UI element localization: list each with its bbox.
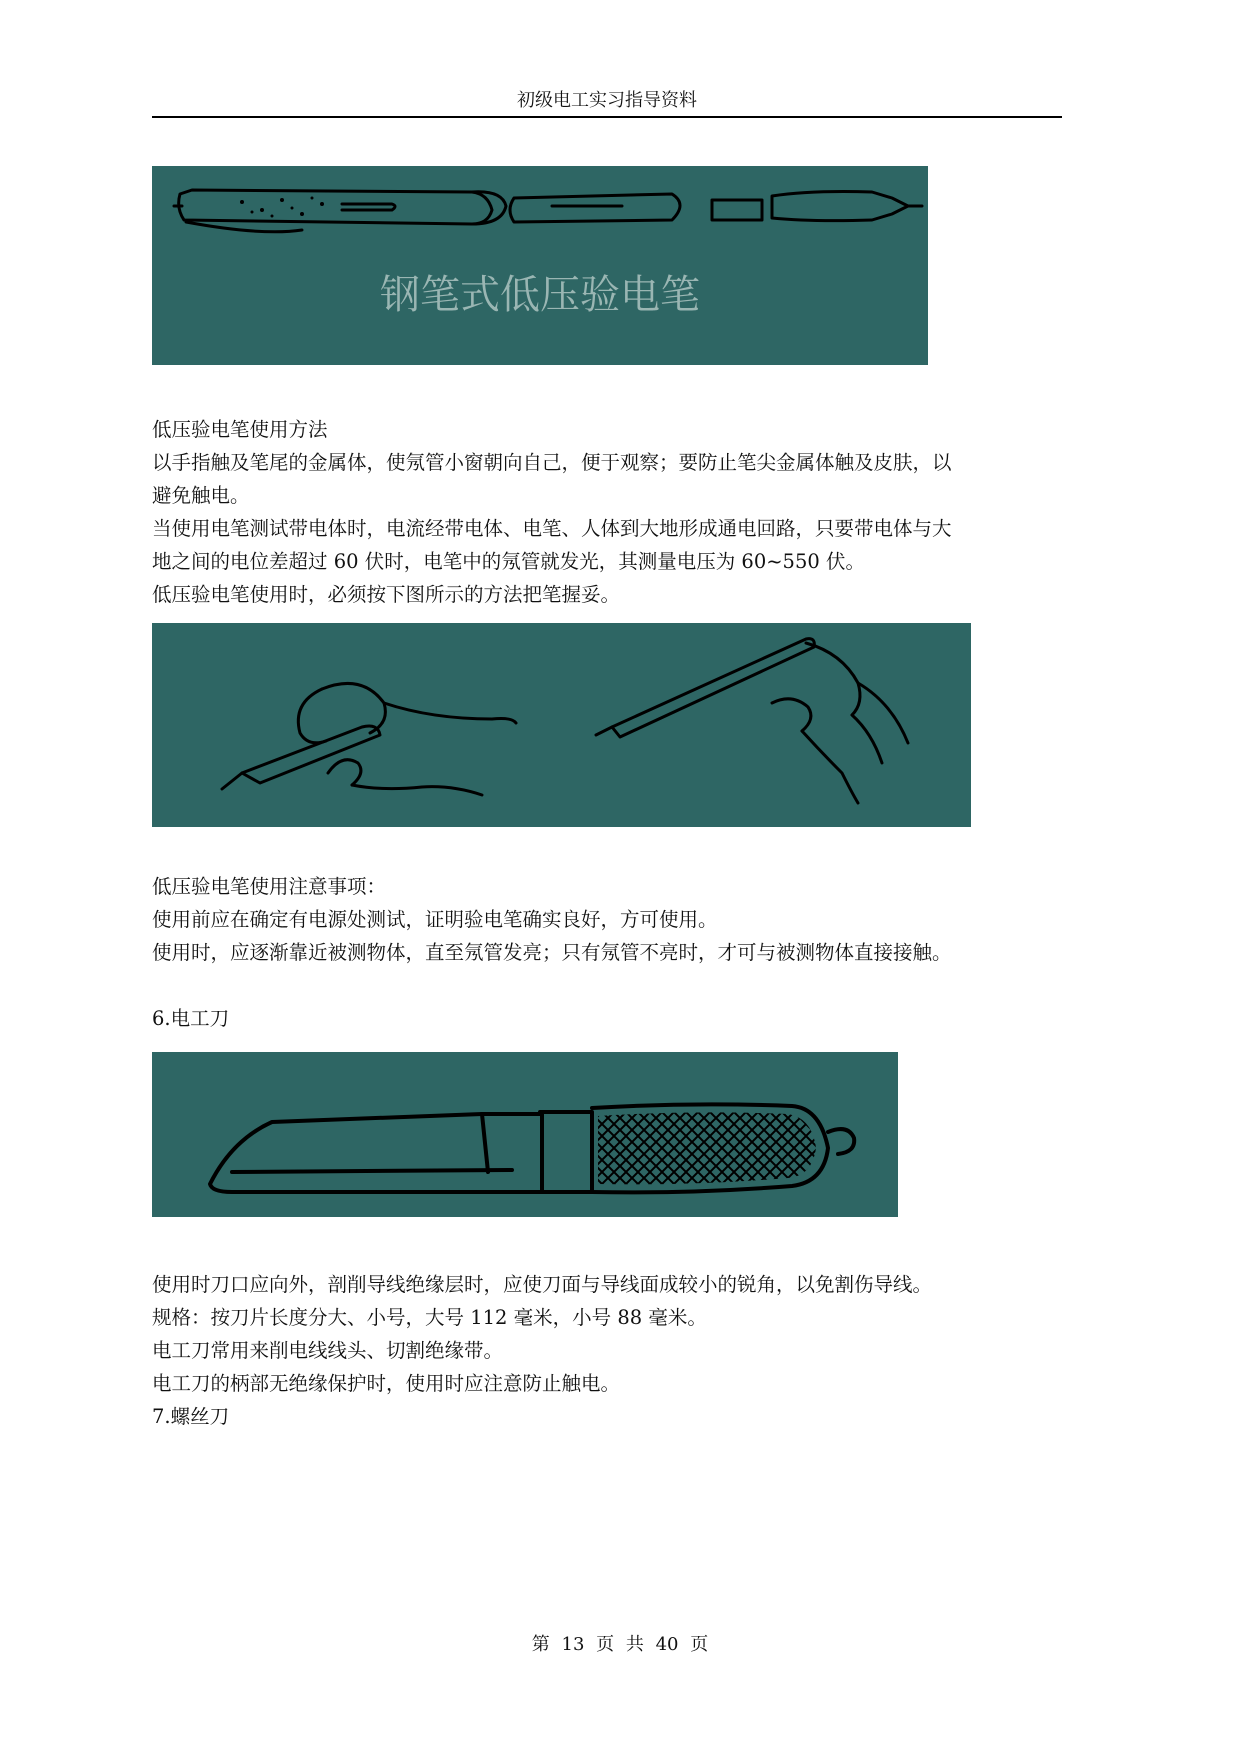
pen-tester-figure <box>152 166 928 365</box>
pen-holding-figure <box>152 623 971 827</box>
page-number: 第 13 页 共 40 页 <box>531 1634 709 1655</box>
knife-text-line: 电工刀的柄部无绝缘保护时，使用时应注意防止触电。 <box>152 1372 621 1395</box>
pen-usage-line: 地之间的电位差超过 60 伏时，电笔中的氖管就发光，其测量电压为 60~550 伏。 <box>152 550 865 573</box>
page-header <box>152 86 1062 118</box>
screwdriver-heading: 7.螺丝刀 <box>152 1405 230 1428</box>
knife-text-section <box>152 1268 1072 1433</box>
pen-notes-line: 使用时，应逐渐靠近被测物体，直至氖管发亮；只有氖管不亮时，才可与被测物体直接接触。 <box>152 941 952 964</box>
knife-text-line: 使用时刀口应向外，剖削导线绝缘层时，应使刀面与导线面成较小的锐角，以免割伤导线。 <box>152 1273 933 1296</box>
page-footer <box>0 1630 1240 1656</box>
pen-notes-line: 使用前应在确定有电源处测试，证明验电笔确实良好，方可使用。 <box>152 908 718 931</box>
knife-drawing <box>152 1052 898 1217</box>
knife-figure <box>152 1052 898 1217</box>
pen-tester-caption: 钢笔式低压验电笔 <box>380 272 700 318</box>
knife-text-line: 电工刀常用来削电线线头、切割绝缘带。 <box>152 1339 504 1362</box>
pen-usage-heading: 低压验电笔使用方法 <box>152 418 328 441</box>
pen-usage-section <box>152 413 1072 611</box>
pen-usage-line: 以手指触及笔尾的金属体，使氖管小窗朝向自己，便于观察；要防止笔尖金属体触及皮肤，以 <box>152 451 952 474</box>
pen-notes-heading: 低压验电笔使用注意事项： <box>152 875 387 898</box>
knife-section-heading <box>152 1002 1072 1035</box>
pen-usage-line: 当使用电笔测试带电体时，电流经带电体、电笔、人体到大地形成通电回路，只要带电体与大 <box>152 517 952 540</box>
pen-usage-line: 避免触电。 <box>152 484 250 507</box>
knife-heading: 6.电工刀 <box>152 1007 230 1030</box>
header-title: 初级电工实习指导资料 <box>517 90 697 111</box>
pen-tester-drawing <box>152 166 928 365</box>
pen-usage-line: 低压验电笔使用时，必须按下图所示的方法把笔握妥。 <box>152 583 621 606</box>
knife-text-line: 规格：按刀片长度分大、小号，大号 112 毫米，小号 88 毫米。 <box>152 1306 707 1329</box>
pen-notes-section <box>152 870 1072 969</box>
pen-holding-drawing <box>152 623 971 827</box>
